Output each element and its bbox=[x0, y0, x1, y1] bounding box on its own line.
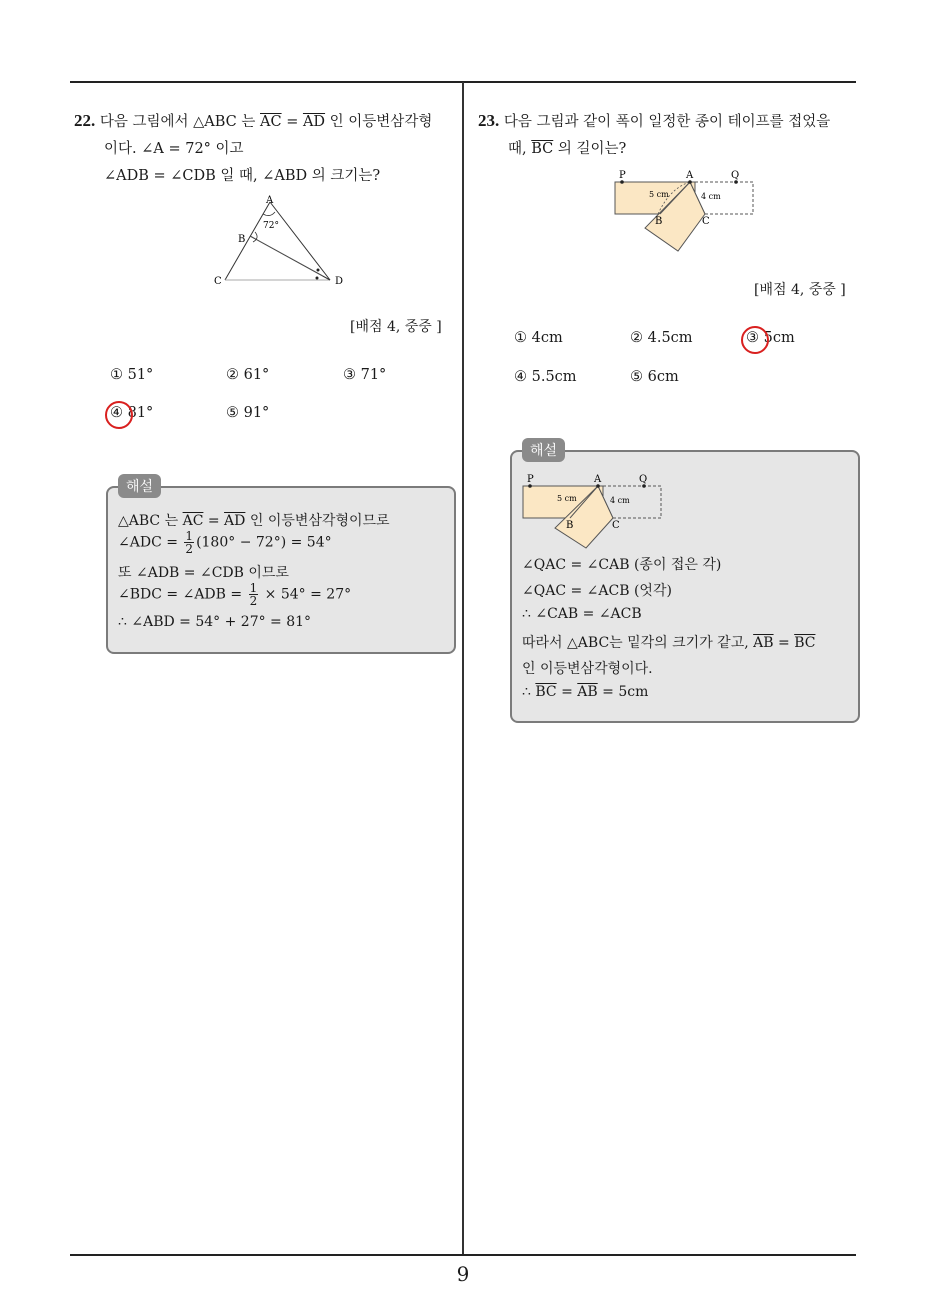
q22-sol-line2 bbox=[118, 530, 332, 555]
q22-label-a: A bbox=[266, 195, 274, 206]
q23-tape-figure bbox=[600, 166, 760, 256]
q23-sol6-a: ∴ bbox=[522, 684, 531, 700]
q22-sol2-num: 1 bbox=[185, 529, 194, 543]
q23-sol-line4 bbox=[522, 632, 815, 652]
q22-sol-line4 bbox=[118, 582, 351, 607]
q22-sol4-num: 1 bbox=[249, 581, 258, 595]
q23-score: [배점 4, 중중 ] bbox=[754, 282, 846, 298]
q22-sol1-tail: 인 이등변삼각형이므로 bbox=[249, 513, 390, 529]
q22-sol4-fraction bbox=[249, 582, 259, 607]
q23-line2 bbox=[508, 137, 626, 158]
q23-segment-bc: $\overline{BC}$ bbox=[531, 141, 554, 157]
q22-sol4-a: ∠BDC = ∠ADB = bbox=[118, 586, 243, 603]
q22-sol1-ac: $\overline{AC}$ bbox=[182, 513, 204, 529]
q23-label-c: C bbox=[702, 216, 710, 227]
q23-sol-label-a: A bbox=[594, 474, 602, 485]
q23-solution-tag: 해설 bbox=[522, 438, 565, 462]
q23-label-p: P bbox=[619, 170, 626, 181]
q23-sol4-a: 따라서 △ABC는 밑각의 크기가 같고, bbox=[522, 635, 749, 651]
q22-sol2-den: 2 bbox=[185, 542, 194, 556]
q22-option-5[interactable]: ⑤ 91° bbox=[226, 405, 270, 421]
q23-sol6-eq: = bbox=[561, 684, 573, 700]
q23-sol4-bc: $\overline{BC}$ bbox=[794, 635, 816, 651]
q23-option-5[interactable]: ⑤ 6cm bbox=[630, 369, 679, 385]
q22-sol1-ad: $\overline{AD}$ bbox=[224, 513, 246, 529]
q23-line1 bbox=[478, 110, 830, 131]
q23-text-tail: 의 길이는? bbox=[557, 141, 627, 157]
q23-number: 23. bbox=[478, 111, 500, 130]
q23-sol-line5: 인 이등변삼각형이다. bbox=[522, 661, 653, 677]
q22-option-4[interactable]: ④ 81° bbox=[110, 405, 154, 421]
q23-label-a: A bbox=[686, 170, 694, 181]
q22-text-tail: 인 이등변삼각형 bbox=[329, 114, 433, 130]
q22-answer-mark bbox=[105, 401, 133, 429]
q22-label-d: D bbox=[335, 276, 344, 287]
q22-sol2-a: ∠ADC = bbox=[118, 534, 178, 551]
q22-line1 bbox=[74, 110, 432, 131]
q23-sol-line2: ∠QAC = ∠ACB (엇각) bbox=[522, 583, 672, 599]
q23-option-2[interactable]: ② 4.5cm bbox=[630, 330, 693, 346]
q22-sol-line5: ∴ ∠ABD = 54° + 27° = 81° bbox=[118, 614, 312, 630]
q23-answer-mark bbox=[741, 326, 769, 354]
q22-solution-tag: 해설 bbox=[118, 474, 161, 498]
q23-label-q: Q bbox=[731, 170, 740, 181]
q23-sol6-bc: $\overline{BC}$ bbox=[535, 684, 557, 700]
q22-label-b: B bbox=[238, 234, 246, 245]
q23-sol-label-b: B bbox=[566, 520, 574, 531]
q22-label-angle: 72° bbox=[263, 221, 279, 231]
q22-option-2[interactable]: ② 61° bbox=[226, 367, 270, 383]
q22-line2: 이다. ∠A = 72° 이고 bbox=[104, 141, 244, 157]
q22-sol4-den: 2 bbox=[249, 594, 258, 608]
q23-sol-label-q: Q bbox=[639, 474, 648, 485]
q23-sol-line1: ∠QAC = ∠CAB (종이 접은 각) bbox=[522, 557, 722, 573]
q22-line3: ∠ADB = ∠CDB 일 때, ∠ABD 의 크기는? bbox=[104, 168, 381, 184]
q22-sol1-a: △ABC 는 bbox=[118, 513, 179, 529]
q22-eq: = bbox=[286, 114, 299, 130]
q22-sol-line1 bbox=[118, 510, 390, 530]
q23-sol4-eq: = bbox=[778, 635, 790, 651]
q23-sol-label-5cm: 5 cm bbox=[557, 494, 577, 503]
q22-text-a: 다음 그림에서 △ABC 는 bbox=[99, 114, 256, 130]
q23-option-3[interactable]: ③ 5cm bbox=[746, 330, 795, 346]
q22-sol2-fraction bbox=[184, 530, 194, 555]
q23-option-1[interactable]: ① 4cm bbox=[514, 330, 563, 346]
q23-solution-figure bbox=[515, 470, 675, 550]
q22-segment-ac: $\overline{AC}$ bbox=[260, 114, 282, 130]
q23-sol6-ab: $\overline{AB}$ bbox=[577, 684, 598, 700]
q23-label-5cm: 5 cm bbox=[649, 190, 669, 199]
q22-label-c: C bbox=[214, 276, 222, 287]
q23-sol-line3: ∴ ∠CAB = ∠ACB bbox=[522, 606, 642, 622]
q23-sol-label-4cm: 4 cm bbox=[610, 496, 630, 505]
q23-sol-line6 bbox=[522, 684, 648, 700]
page-number: 9 bbox=[456, 1262, 470, 1286]
q23-option-4[interactable]: ④ 5.5cm bbox=[514, 369, 577, 385]
column-divider bbox=[462, 82, 464, 1255]
q22-option-3[interactable]: ③ 71° bbox=[343, 367, 387, 383]
q23-text-b: 때, bbox=[508, 141, 527, 157]
q22-triangle-figure bbox=[205, 192, 355, 292]
bottom-rule bbox=[70, 1254, 856, 1256]
q23-label-b: B bbox=[655, 216, 663, 227]
q23-sol-label-c: C bbox=[612, 520, 620, 531]
q22-option-1[interactable]: ① 51° bbox=[110, 367, 154, 383]
q22-sol1-eq: = bbox=[207, 513, 220, 529]
q22-number: 22. bbox=[74, 111, 96, 130]
q22-score: [배점 4, 중중 ] bbox=[350, 319, 442, 335]
q23-sol4-ab: $\overline{AB}$ bbox=[753, 635, 774, 651]
q23-label-4cm: 4 cm bbox=[701, 192, 721, 201]
q22-sol2-tail: (180° − 72°) = 54° bbox=[196, 534, 332, 551]
q22-sol-line3: 또 ∠ADB = ∠CDB 이므로 bbox=[118, 565, 289, 581]
q22-sol4-tail: × 54° = 27° bbox=[264, 586, 352, 603]
q23-sol-label-p: P bbox=[527, 474, 534, 485]
q23-sol6-tail: = 5cm bbox=[602, 684, 649, 700]
q23-text-a: 다음 그림과 같이 폭이 일정한 종이 테이프를 접었을 bbox=[503, 114, 831, 130]
q22-segment-ad: $\overline{AD}$ bbox=[302, 114, 326, 130]
